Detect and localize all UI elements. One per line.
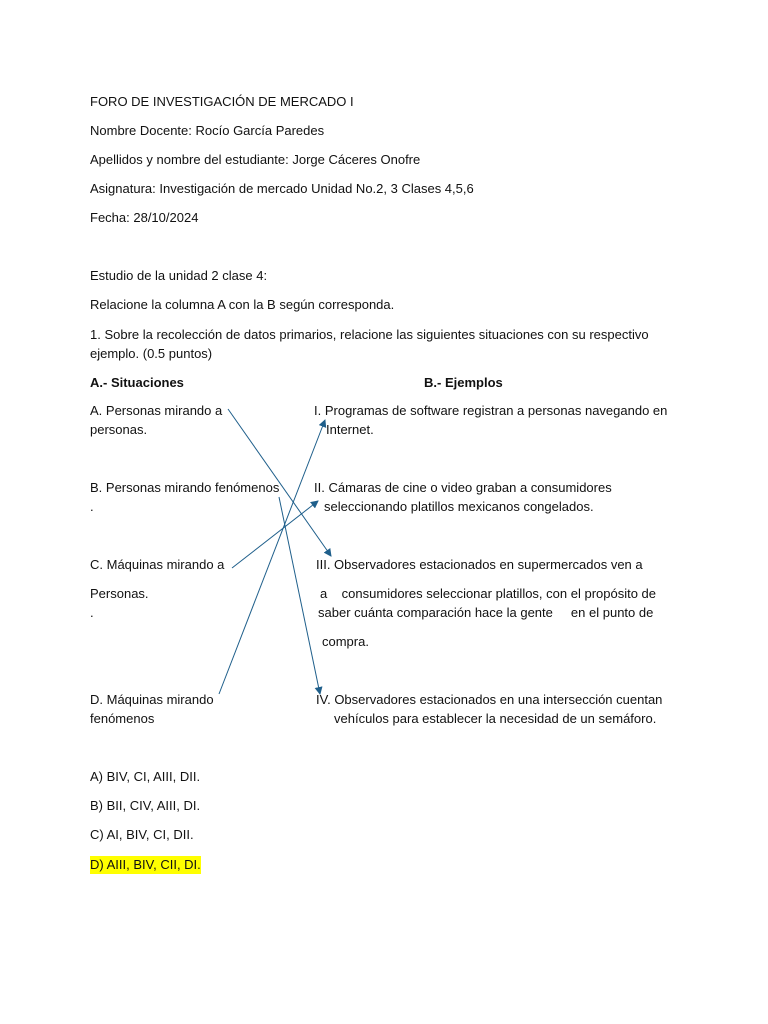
example-iii-line-2: a consumidores seleccionar platillos, con el propósito de xyxy=(320,586,657,601)
arrow-c-to-ii xyxy=(232,501,318,568)
example-iii-line-4: compra. xyxy=(322,634,369,649)
situation-b-line-2: . xyxy=(90,499,94,514)
teacher-name: Nombre Docente: Rocío García Paredes xyxy=(90,123,325,138)
date: Fecha: 28/10/2024 xyxy=(90,210,199,225)
example-i-line-2: Internet. xyxy=(326,422,374,437)
situation-d-line-2: fenómenos xyxy=(90,711,155,726)
example-i-line-1: I. Programas de software registran a personas navegando en xyxy=(314,403,668,418)
option-d-highlighted: D) AIII, BIV, CII, DI. xyxy=(90,857,201,872)
example-iv-line-1: IV. Observadores estacionados en una intersección cuentan xyxy=(316,692,663,707)
situation-d-line-1: D. Máquinas mirando xyxy=(90,692,214,707)
column-b-header: B.- Ejemplos xyxy=(424,375,503,390)
doc-title: FORO DE INVESTIGACIÓN DE MERCADO I xyxy=(90,94,354,109)
situation-c-line-3: . xyxy=(90,605,94,620)
situation-b-line-1: B. Personas mirando fenómenos xyxy=(90,480,280,495)
option-b: B) BII, CIV, AIII, DI. xyxy=(90,798,201,813)
option-c: C) AI, BIV, CI, DII. xyxy=(90,827,194,842)
example-iii-line-1: III. Observadores estacionados en supermercados ven a xyxy=(316,557,643,572)
arrow-d-to-i xyxy=(219,420,325,694)
student-name: Apellidos y nombre del estudiante: Jorge Cáceres Onofre xyxy=(90,152,421,167)
situation-c-line-1: C. Máquinas mirando a xyxy=(90,557,225,572)
instruction: Relacione la columna A con la B según corresponda. xyxy=(90,297,395,312)
example-ii-line-1: II. Cámaras de cine o video graban a consumidores xyxy=(314,480,612,495)
unit-heading: Estudio de la unidad 2 clase 4: xyxy=(90,268,268,283)
example-ii-line-2: seleccionando platillos mexicanos congelados. xyxy=(324,499,594,514)
example-iii-line-3: saber cuánta comparación hace la gente en el punto de xyxy=(318,605,654,620)
situation-c-line-2: Personas. xyxy=(90,586,149,601)
subject: Asignatura: Investigación de mercado Unidad No.2, 3 Clases 4,5,6 xyxy=(90,181,474,196)
question-line-1: 1. Sobre la recolección de datos primarios, relacione las siguientes situaciones con su respectivo xyxy=(90,327,649,342)
example-iv-line-2: vehículos para establecer la necesidad de un semáforo. xyxy=(334,711,657,726)
situation-a-line-2: personas. xyxy=(90,422,148,437)
column-a-header: A.- Situaciones xyxy=(90,375,184,390)
arrow-a-to-iii xyxy=(228,409,331,556)
question-line-2: ejemplo. (0.5 puntos) xyxy=(90,346,213,361)
situation-a-line-1: A. Personas mirando a xyxy=(90,403,223,418)
option-a: A) BIV, CI, AIII, DII. xyxy=(90,769,201,784)
